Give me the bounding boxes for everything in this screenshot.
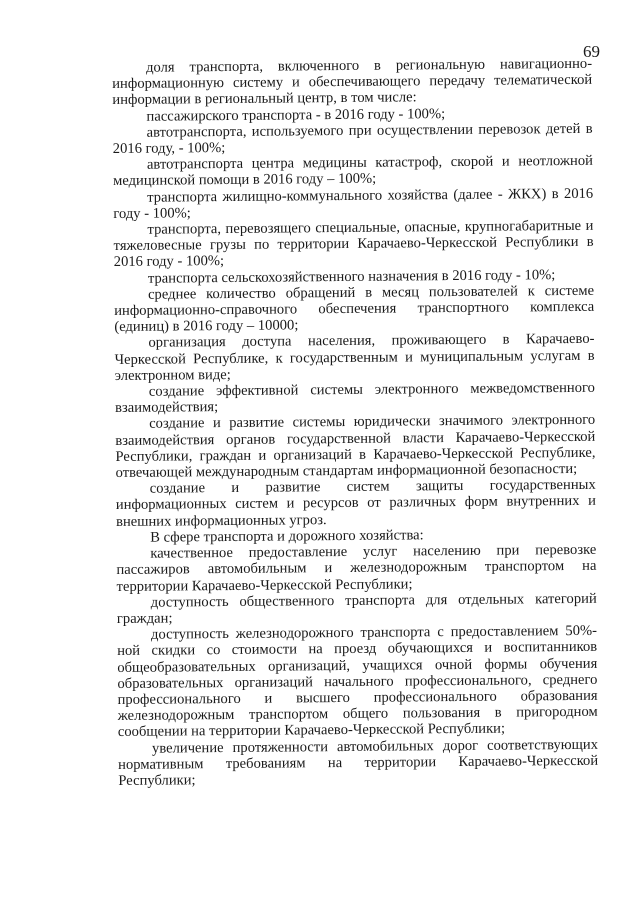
paragraph: качественное предоставление услуг населению при перевозке пассажиров автомобильным и железнодорожным транспортом на территории Карачаево-Черкесской Республики; [116,541,597,595]
paragraph: транспорта жилищно-коммунального хозяйства (далее - ЖКХ) в 2016 году - 100%; [113,185,594,222]
paragraph: создание и развитие системы юридически значимого электронного взаимодействия органов государственной власти Карачаево-Черкесской Республики, граждан и организаций в Карачаево-Черкесской Республике, отвечающей международным стандартам информационной безопасности; [115,412,596,482]
paragraph: доступность общественного транспорта для отдельных категорий граждан; [116,590,597,627]
paragraph: увеличение протяженности автомобильных дорог соответствующих нормативным требованиям на территории Карачаево-Черкесской Республики; [118,736,599,789]
paragraph: автотранспорта центра медицины катастроф, скорой и неотложной медицинской помощи в 2016 году – 100%; [112,153,593,190]
paragraph: среднее количество обращений в месяц пользователей к системе информационно-справочного обеспечения транспортного комплекса (единиц) в 2016 году – 10000; [114,282,595,336]
paragraph: создание эффективной системы электронного межведомственного взаимодействия; [114,379,595,417]
document-body [112,56,598,789]
paragraph: доступность железнодорожного транспорта с предоставлением 50%-ной скидки со стоимости на проезд обучающихся и воспитанников общеобразовательных организаций, учащихся очной формы обучения образовательных организаций начального профессионального, среднего профессионального и высшего профессионального образования железнодорожным транспортом общего пользования в пригородном сообщении на территории Карачаево-Черкесской Республики; [117,622,598,741]
paragraph: доля транспорта, включенного в региональную навигационно-информационную систему и обеспечивающего передачу телематической информации в региональный центр, в том числе: [112,55,593,109]
paragraph: транспорта сельскохозяйственного назначения в 2016 году - 10%; [147,266,556,287]
page-number: 69 [583,42,600,61]
paragraph: пассажирского транспорта - в 2016 году - 100%; [146,105,446,125]
paragraph: транспорта, перевозящего специальные, опасные, крупногабаритные и тяжеловесные грузы по территории Карачаево-Черкесской Республики в 2016 году - 100%; [113,217,594,271]
paragraph: автотранспорта, используемого при осуществлении перевозок детей в 2016 году, - 100%; [112,120,593,158]
paragraph: организация доступа населения, проживающего в Карачаево-Черкесской Республике, к государственным и муниципальным услугам в электронном виде; [114,331,595,384]
paragraph: создание и развитие систем защиты государственных информационных систем и ресурсов от различных форм внутренних и внешних информационных угроз. [115,477,596,530]
section-heading: В сфере транспорта и дорожного хозяйства: [150,527,424,546]
